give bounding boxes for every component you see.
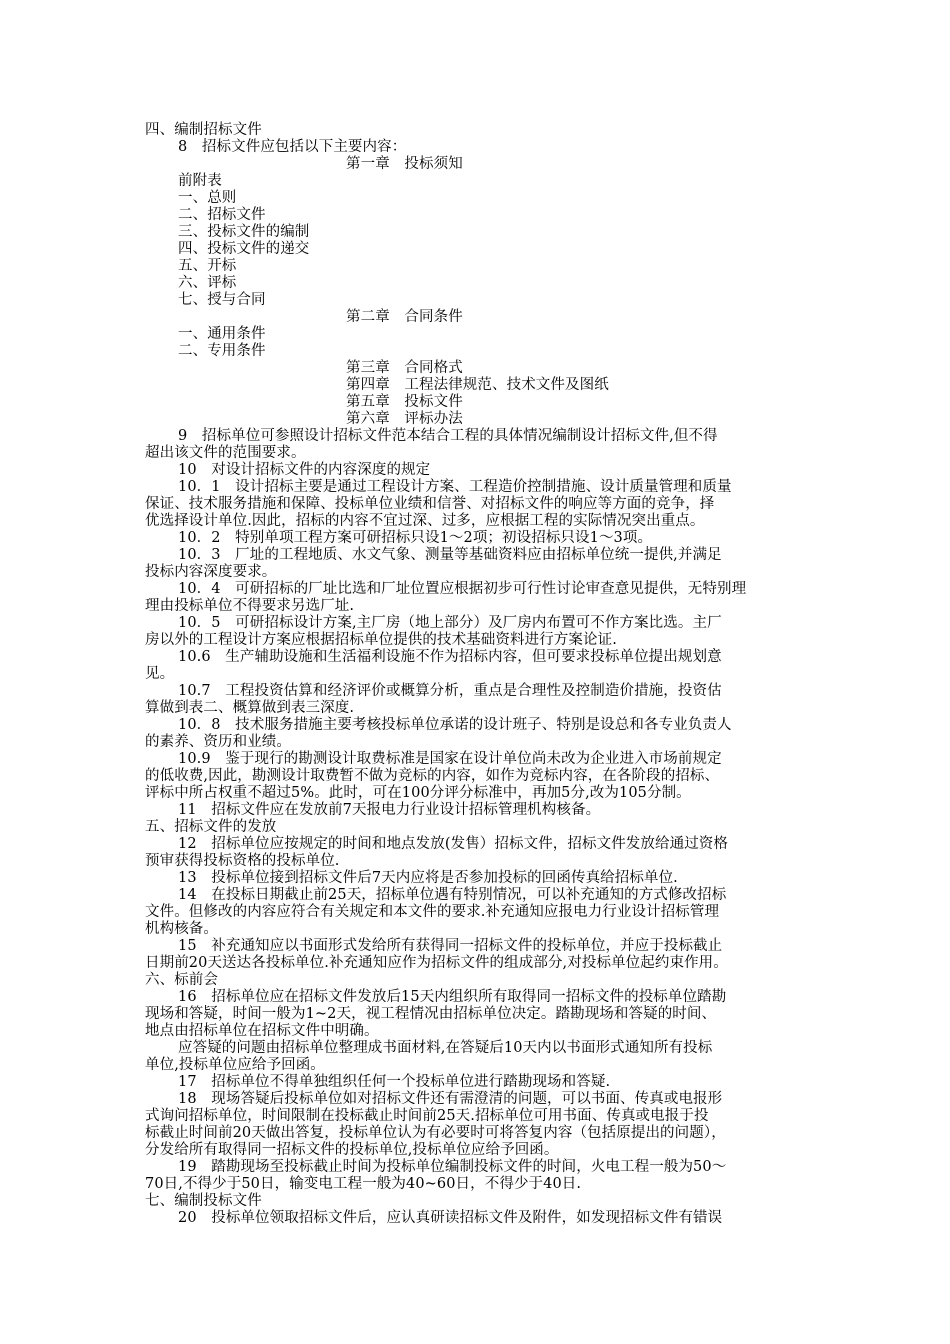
paragraph-line: 保证、技术服务措施和保障、投标单位业绩和信誉、对招标文件的响应等方面的竞争，择	[145, 496, 715, 512]
paragraph-line: 19 踏勘现场至投标截止时间为投标单位编制投标文件的时间，火电工程一般为50～	[178, 1159, 727, 1175]
chapter-heading: 第三章 合同格式	[346, 360, 463, 376]
paragraph-line: 现场和答疑，时间一般为1~2天，视工程情况由招标单位决定。踏勘现场和答疑的时间、	[145, 1006, 717, 1022]
paragraph-line: 10.9 鉴于现行的勘测设计取费标准是国家在设计单位尚未改为企业进入市场前规定	[178, 751, 722, 767]
paragraph-line: 13 投标单位接到招标文件后7天内应将是否参加投标的回函传真给招标单位.	[178, 870, 678, 886]
paragraph-line: 16 招标单位应在招标文件发放后15天内组织所有取得同一招标文件的投标单位踏勘	[178, 989, 727, 1005]
paragraph-line: 10.7 工程投资估算和经济评价或概算分析，重点是合理性及控制造价措施，投资估	[178, 683, 722, 699]
paragraph-line: 10．3 厂址的工程地质、水文气象、测量等基础资料应由招标单位统一提供,并满足	[178, 547, 722, 563]
paragraph-line: 超出该文件的范围要求。	[145, 445, 306, 461]
paragraph-line: 分发给所有取得同一招标文件的投标单位,投标单位应给予回函。	[145, 1142, 559, 1158]
list-item: 一、总则	[178, 190, 237, 206]
paragraph-line: 的低收费,因此，勘测设计取费暂不做为竞标的内容，如作为竞标内容，在各阶段的招标、	[145, 768, 720, 784]
paragraph-line: 14 在投标日期截止前25天，招标单位遇有特别情况，可以补充通知的方式修改招标	[178, 887, 727, 903]
paragraph-line: 11 招标文件应在发放前7天报电力行业设计招标管理机构核备。	[178, 802, 601, 818]
list-item: 二、专用条件	[178, 343, 266, 359]
list-item: 七、授与合同	[178, 292, 266, 308]
paragraph-line: 式询问招标单位，时间限制在投标截止时间前25天.招标单位可用书面、传真或电报于投	[145, 1108, 709, 1124]
paragraph-line: 日期前20天送达各投标单位.补充通知应作为招标文件的组成部分,对投标单位起约束作用。	[145, 955, 728, 971]
list-item: 二、招标文件	[178, 207, 266, 223]
list-item: 一、通用条件	[178, 326, 266, 342]
paragraph-line: 10．1 设计招标主要是通过工程设计方案、工程造价控制措施、设计质量管理和质量	[178, 479, 732, 495]
paragraph-line: 12 招标单位应按规定的时间和地点发放(发售）招标文件，招标文件发放给通过资格	[178, 836, 729, 852]
paragraph-line: 预审获得投标资格的投标单位.	[145, 853, 340, 869]
section-heading: 六、标前会	[145, 972, 218, 988]
paragraph-line: 见。	[145, 666, 175, 682]
chapter-heading: 第五章 投标文件	[346, 394, 463, 410]
paragraph-line: 理由投标单位不得要求另选厂址.	[145, 598, 355, 614]
paragraph-line: 10．2 特别单项工程方案可研招标只设1～2项；初设招标只设1～3项。	[178, 530, 653, 546]
paragraph-line: 房以外的工程设计方案应根据招标单位提供的技术基础资料进行方案论证.	[145, 632, 617, 648]
paragraph-line: 8 招标文件应包括以下主要内容：	[178, 139, 407, 155]
list-item: 四、投标文件的递交	[178, 241, 310, 257]
paragraph-line: 15 补充通知应以书面形式发给所有获得同一招标文件的投标单位，并应于投标截止	[178, 938, 723, 954]
paragraph-line: 10．5 可研招标设计方案,主厂房（地上部分）及厂房内布置可不作方案比选。主厂	[178, 615, 722, 631]
paragraph-line: 投标内容深度要求。	[145, 564, 277, 580]
chapter-heading: 第二章 合同条件	[346, 309, 463, 325]
paragraph-line: 10.6 生产辅助设施和生活福利设施不作为招标内容，但可要求投标单位提出规划意	[178, 649, 722, 665]
paragraph-line: 单位,投标单位应给予回函。	[145, 1057, 325, 1073]
paragraph-line: 优选择设计单位.因此，招标的内容不宜过深、过多，应根据工程的实际情况突出重点。	[145, 513, 705, 529]
section-heading: 四、编制招标文件	[145, 122, 262, 138]
chapter-heading: 第四章 工程法律规范、技术文件及图纸	[346, 377, 609, 393]
chapter-heading: 第六章 评标办法	[346, 411, 463, 427]
list-item: 三、投标文件的编制	[178, 224, 310, 240]
paragraph-line: 18 现场答疑后投标单位如对招标文件还有需澄清的问题，可以书面、传真或电报形	[178, 1091, 723, 1107]
section-heading: 七、编制投标文件	[145, 1193, 262, 1209]
paragraph-line: 文件。但修改的内容应符合有关规定和本文件的要求.补充通知应报电力行业设计招标管理	[145, 904, 720, 920]
paragraph-line: 应答疑的问题由招标单位整理成书面材料,在答疑后10天内以书面形式通知所有投标	[178, 1040, 713, 1056]
paragraph-line: 10．8 技术服务措施主要考核投标单位承诺的设计班子、特别是设总和各专业负责人	[178, 717, 732, 733]
paragraph-line: 机构核备。	[145, 921, 218, 937]
section-heading: 五、招标文件的发放	[145, 819, 277, 835]
list-item: 五、开标	[178, 258, 237, 274]
paragraph-line: 9 招标单位可参照设计招标文件范本结合工程的具体情况编制设计招标文件,但不得	[178, 428, 718, 444]
paragraph-line: 的素养、资历和业绩。	[145, 734, 291, 750]
paragraph-line: 地点由招标单位在招标文件中明确。	[145, 1023, 379, 1039]
paragraph-line: 算做到表二、概算做到表三深度.	[145, 700, 355, 716]
paragraph-line: 标截止时间前20天做出答复，投标单位认为有必要时可将答复内容（包括原提出的问题），	[145, 1125, 726, 1141]
paragraph-line: 10．4 可研招标的厂址比选和厂址位置应根据初步可行性讨论审查意见提供，无特别理	[178, 581, 747, 597]
list-item: 六、评标	[178, 275, 237, 291]
list-item: 前附表	[178, 173, 222, 189]
paragraph-line: 17 招标单位不得单独组织任何一个投标单位进行踏勘现场和答疑.	[178, 1074, 611, 1090]
paragraph-line: 70日,不得少于50日，输变电工程一般为40~60日，不得少于40日.	[145, 1176, 582, 1192]
paragraph-line: 10 对设计招标文件的内容深度的规定	[178, 462, 431, 478]
paragraph-line: 20 投标单位领取招标文件后，应认真研读招标文件及附件，如发现招标文件有错误	[178, 1210, 723, 1226]
paragraph-line: 评标中所占权重不超过5%。此时，可在100分评分标准中，再加5分,改为105分制。	[145, 785, 691, 801]
chapter-heading: 第一章 投标须知	[346, 156, 463, 172]
